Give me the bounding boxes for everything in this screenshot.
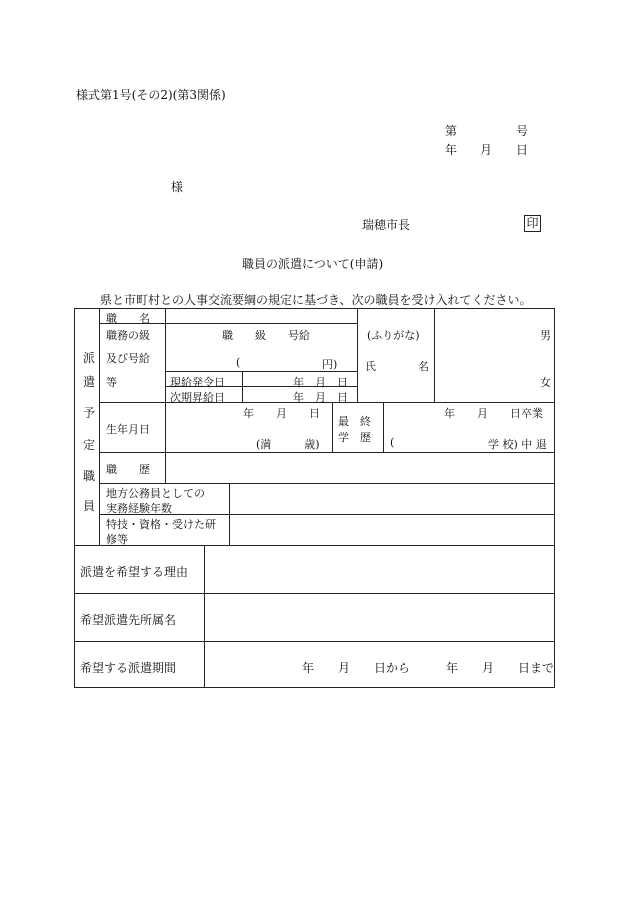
- label-riyu: 派遣を希望する理由: [80, 565, 189, 579]
- tokki-field[interactable]: [231, 516, 553, 544]
- label-kyu-2: 及び号給: [106, 352, 150, 365]
- label-saishu-1: 最 終: [338, 415, 371, 428]
- shokumei-field[interactable]: [167, 309, 355, 322]
- side-label-char: 定: [83, 438, 96, 452]
- yen-close: 円): [322, 358, 338, 371]
- jiki-date[interactable]: 年 月 日: [293, 391, 348, 404]
- date-month: 月: [480, 143, 493, 157]
- form-number: 様式第1号(その2)(第3関係): [76, 88, 226, 102]
- label-shokureki: 職 歴: [106, 463, 150, 476]
- label-kikan: 希望する派遣期間: [80, 661, 177, 675]
- date-day: 日: [516, 143, 529, 157]
- birth-value[interactable]: 年 月 日: [243, 407, 320, 420]
- school-status: 学 校) 中 退: [488, 438, 547, 451]
- chiho-field[interactable]: [231, 485, 553, 513]
- kyu-value[interactable]: 職 級 号給: [222, 329, 310, 342]
- saki-field[interactable]: [206, 595, 553, 640]
- label-shokumei: 職 名: [106, 312, 150, 325]
- label-saishu-2: 学 歴: [338, 431, 371, 444]
- label-genkyu: 現給発令日: [170, 376, 225, 389]
- intro-text: 県と市町村との人事交流要綱の規定に基づき、次の職員を受け入れてください。: [100, 293, 532, 307]
- label-birth: 生年月日: [106, 423, 150, 436]
- document-title: 職員の派遣について(申請): [242, 257, 384, 271]
- label-kyu-3: 等: [106, 376, 117, 389]
- label-tokki-2: 修等: [106, 533, 128, 546]
- label-kyu-1: 職務の級: [106, 329, 150, 342]
- side-label-char: 員: [83, 499, 96, 513]
- label-furigana: (ふりがな): [367, 329, 420, 342]
- side-label-char: 予: [83, 406, 96, 420]
- label-chiho-2: 実務経験年数: [106, 502, 172, 515]
- kikan-value[interactable]: 年 月 日から 年 月 日まで: [302, 661, 555, 675]
- label-jiki: 次期昇給日: [170, 391, 225, 404]
- yen-open: (: [236, 356, 241, 369]
- genkyu-date[interactable]: 年 月 日: [293, 376, 348, 389]
- shokureki-field[interactable]: [167, 454, 553, 482]
- riyu-field[interactable]: [206, 547, 553, 592]
- date-year: 年: [445, 143, 458, 157]
- side-label-char: 職: [83, 469, 96, 483]
- side-label-char: 遣: [83, 375, 96, 389]
- sender-name: 瑞穂市長: [362, 218, 411, 232]
- gender-female[interactable]: 女: [540, 376, 551, 389]
- grad-value[interactable]: 年 月 日卒業: [444, 407, 543, 420]
- addressee-sama: 様: [171, 180, 184, 194]
- birth-age: (満 歳): [256, 438, 320, 451]
- label-tokki-1: 特技・資格・受けた研: [106, 518, 216, 531]
- doc-number-go: 号: [516, 124, 529, 138]
- label-saki: 希望派遣先所属名: [80, 613, 177, 627]
- label-chiho-1: 地方公務員としての: [106, 487, 205, 500]
- gender-male[interactable]: 男: [540, 329, 551, 342]
- label-mei: 名: [418, 360, 429, 373]
- doc-number-dai: 第: [445, 124, 458, 138]
- label-shi: 氏: [365, 360, 376, 373]
- side-label-char: 派: [83, 351, 96, 365]
- school-open: (: [390, 436, 395, 449]
- seal-box: 印: [524, 215, 541, 232]
